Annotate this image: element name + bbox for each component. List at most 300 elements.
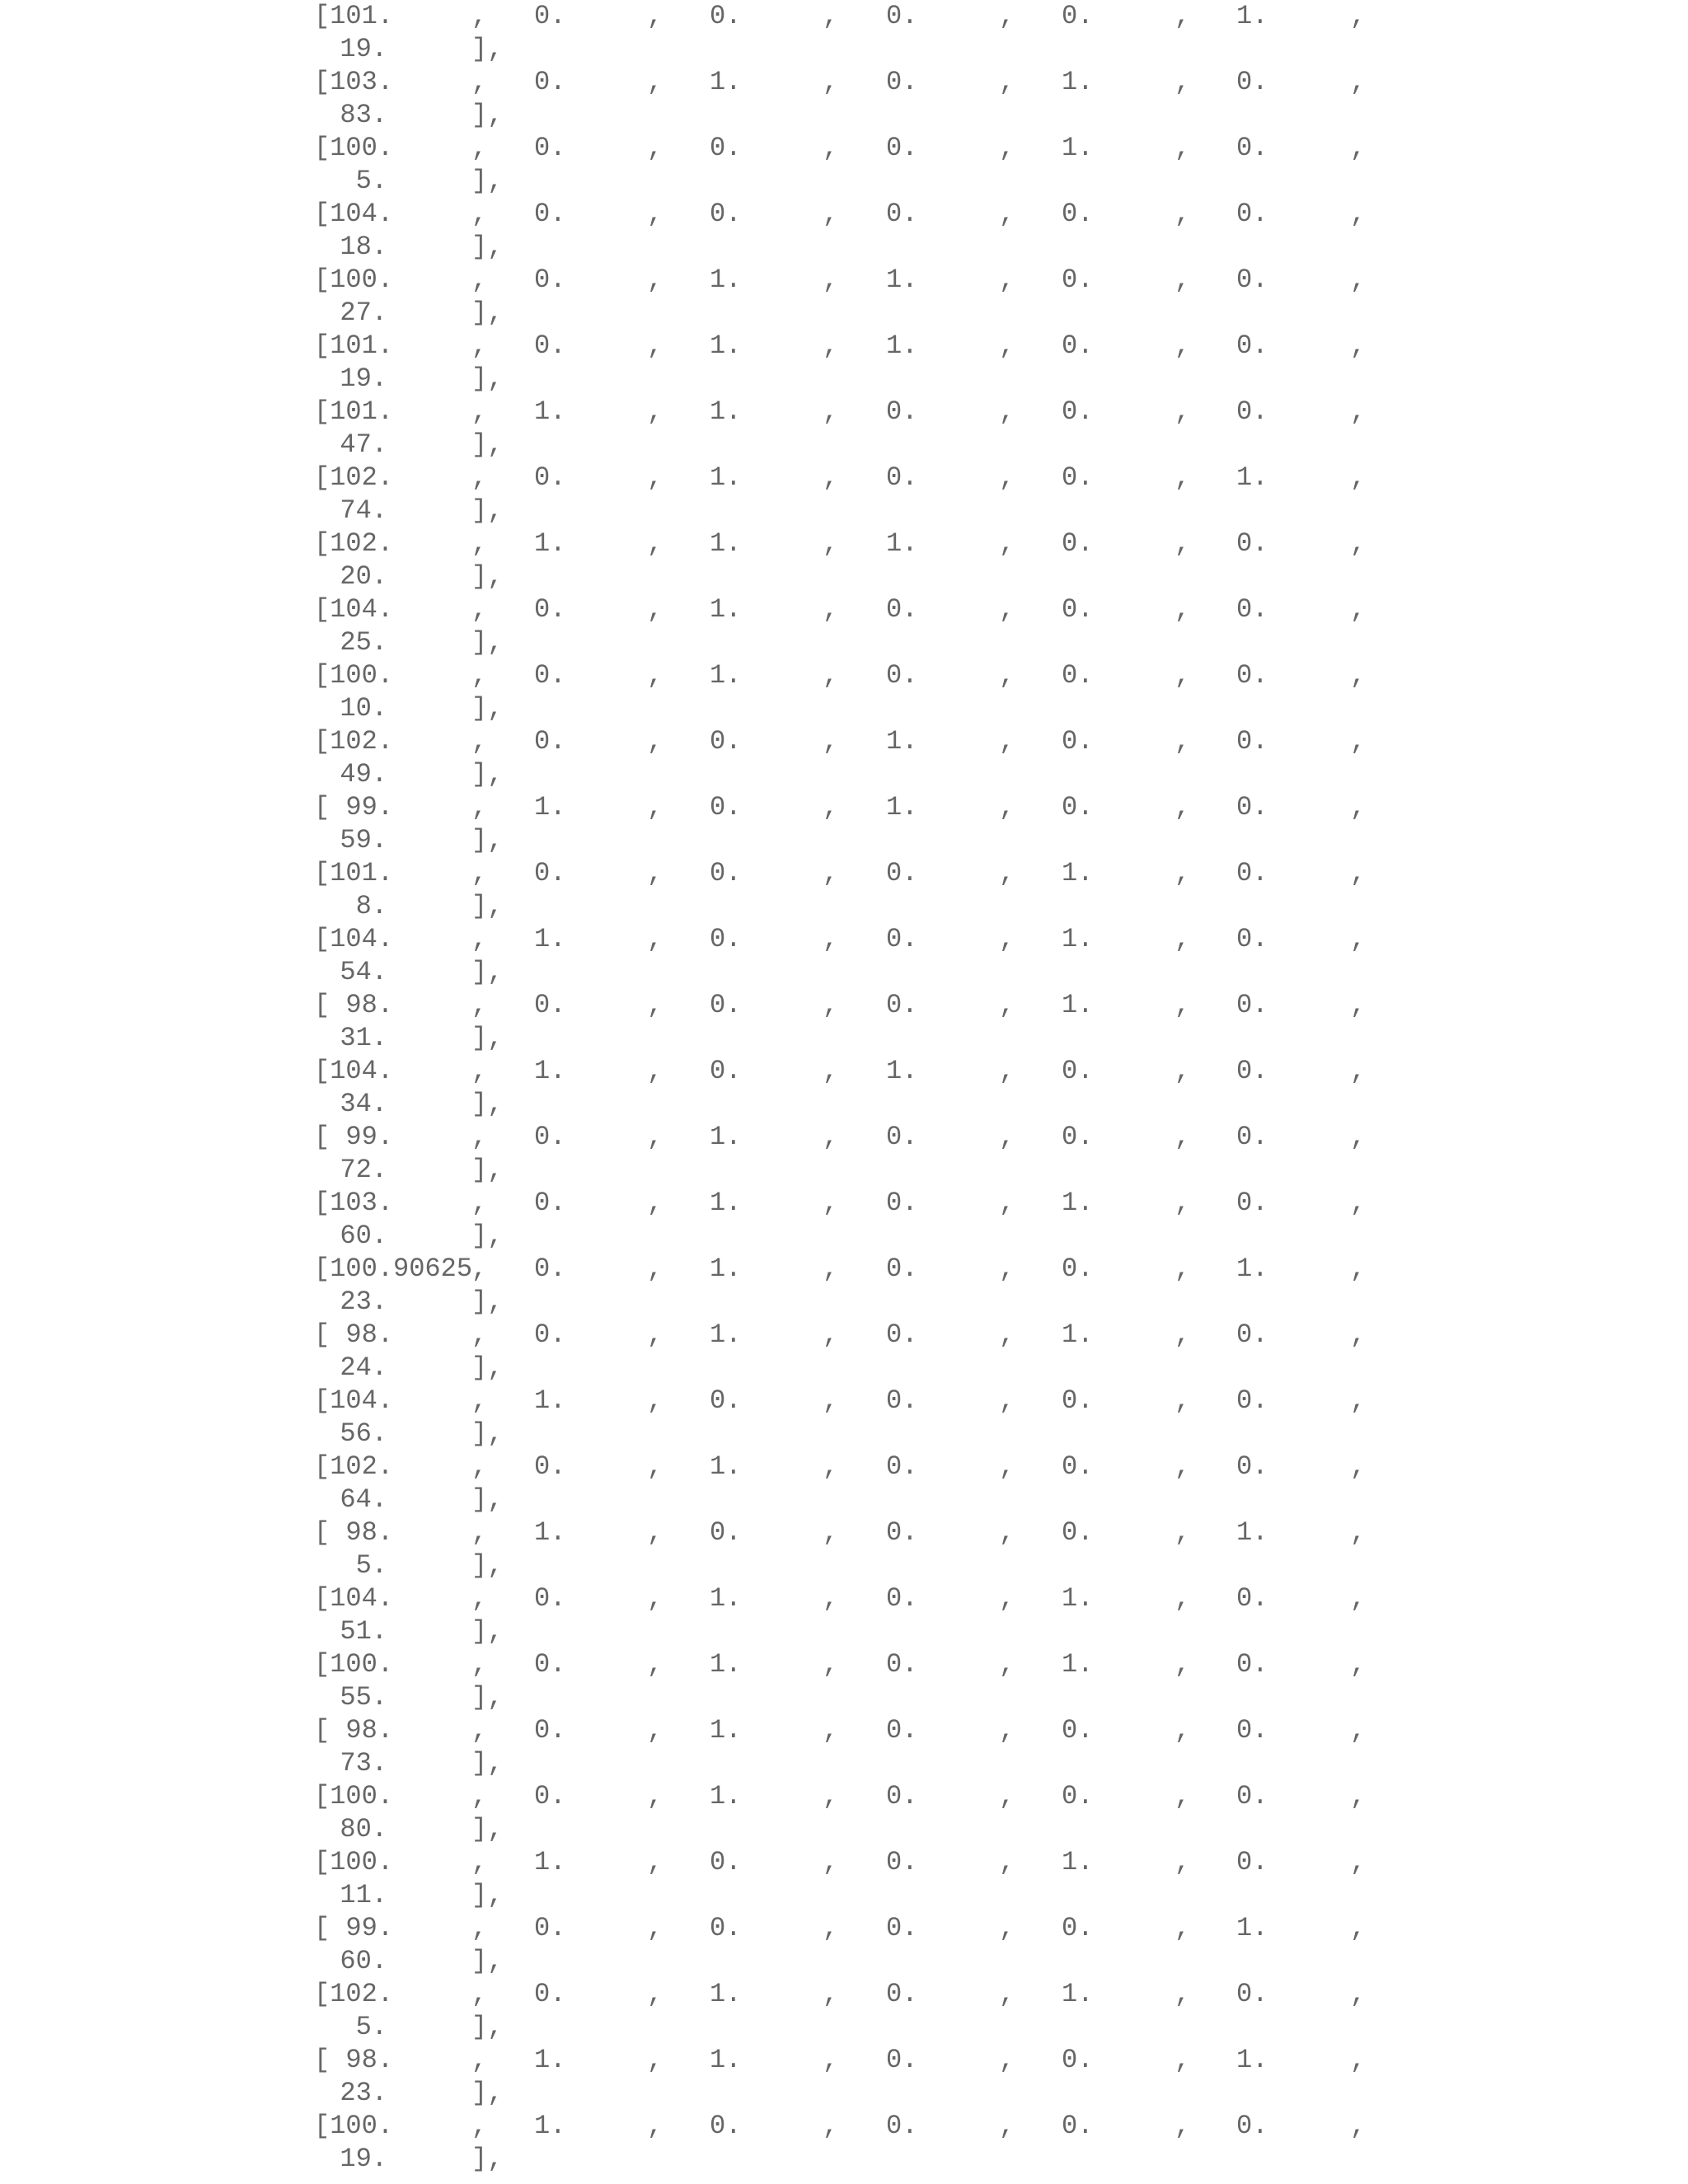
row-value-5: 0.	[1236, 1979, 1268, 2009]
array-row-line-2	[0, 1220, 1688, 1253]
array-row-line-2	[0, 1681, 1688, 1714]
comma-separator: ,	[1175, 2111, 1191, 2141]
row-value-4: 0.	[1062, 1451, 1094, 1482]
comma-separator: ,	[471, 1781, 488, 1811]
row-last-value: 31.	[340, 1023, 387, 1053]
row-value-2: 0.	[710, 1847, 742, 1877]
comma-separator: ,	[1175, 462, 1191, 493]
array-row-line-2	[0, 1747, 1688, 1780]
row-last-value: 51.	[340, 1616, 387, 1647]
comma-separator: ,	[999, 1517, 1015, 1548]
row-value-2: 1.	[710, 1122, 742, 1152]
comma-separator: ,	[999, 462, 1015, 493]
row-value-2: 0.	[710, 1385, 742, 1416]
comma-separator: ,	[823, 858, 839, 888]
array-row-line-1	[0, 1253, 1688, 1286]
array-row-line-2	[0, 1615, 1688, 1648]
row-close-bracket: ],	[471, 1221, 504, 1251]
row-value-5: 0.	[1236, 1056, 1268, 1086]
row-first-value: [ 98.	[314, 1319, 394, 1350]
row-close-bracket: ],	[471, 627, 504, 658]
row-value-2: 0.	[710, 1913, 742, 1943]
row-value-4: 1.	[1062, 133, 1094, 163]
row-first-value: [100.90625	[314, 1254, 473, 1284]
row-value-4: 0.	[1062, 792, 1094, 823]
row-first-value: [ 98.	[314, 1517, 394, 1548]
row-value-2: 1.	[710, 1649, 742, 1680]
comma-separator: ,	[647, 330, 663, 361]
comma-separator: ,	[1350, 792, 1367, 823]
row-value-1: 0.	[534, 265, 566, 295]
array-row-line-1	[0, 593, 1688, 626]
row-value-1: 0.	[534, 1254, 566, 1284]
comma-separator: ,	[1175, 199, 1191, 229]
row-value-3: 0.	[886, 2045, 918, 2075]
comma-separator: ,	[1175, 1517, 1191, 1548]
row-last-value: 83.	[340, 100, 387, 130]
array-row-line-1	[0, 2044, 1688, 2077]
array-row-line-1	[0, 1582, 1688, 1615]
comma-separator: ,	[999, 2111, 1015, 2141]
comma-separator: ,	[1350, 1715, 1367, 1746]
row-value-5: 0.	[1236, 133, 1268, 163]
comma-separator: ,	[647, 858, 663, 888]
row-last-value: 60.	[340, 1221, 387, 1251]
row-last-value: 8.	[355, 891, 387, 921]
row-last-value: 18.	[340, 232, 387, 262]
array-row-line-2	[0, 1154, 1688, 1187]
comma-separator: ,	[999, 2045, 1015, 2075]
array-row	[0, 923, 1688, 989]
comma-separator: ,	[471, 1122, 488, 1152]
row-value-4: 0.	[1062, 1, 1094, 31]
row-last-value: 47.	[340, 429, 387, 460]
row-value-1: 0.	[534, 1781, 566, 1811]
comma-separator: ,	[1350, 1583, 1367, 1614]
array-row-line-1	[0, 1978, 1688, 2011]
comma-separator: ,	[1350, 1781, 1367, 1811]
comma-separator: ,	[471, 1, 488, 31]
comma-separator: ,	[647, 1979, 663, 2009]
array-row	[0, 791, 1688, 857]
comma-separator: ,	[647, 1056, 663, 1086]
row-value-3: 0.	[886, 1583, 918, 1614]
row-value-1: 0.	[534, 858, 566, 888]
row-value-4: 0.	[1062, 660, 1094, 691]
row-value-1: 1.	[534, 2045, 566, 2075]
row-value-5: 1.	[1236, 1, 1268, 31]
comma-separator: ,	[823, 2111, 839, 2141]
comma-separator: ,	[1350, 2045, 1367, 2075]
array-row	[0, 1780, 1688, 1846]
comma-separator: ,	[823, 1979, 839, 2009]
array-row-line-1	[0, 132, 1688, 165]
row-value-5: 0.	[1236, 1649, 1268, 1680]
row-last-value: 10.	[340, 693, 387, 724]
row-first-value: [100.	[314, 265, 394, 295]
comma-separator: ,	[999, 528, 1015, 559]
row-value-1: 0.	[534, 1913, 566, 1943]
comma-separator: ,	[823, 1781, 839, 1811]
row-first-value: [ 98.	[314, 2045, 394, 2075]
row-first-value: [ 98.	[314, 1715, 394, 1746]
comma-separator: ,	[999, 1, 1015, 31]
array-row	[0, 1253, 1688, 1319]
comma-separator: ,	[647, 1649, 663, 1680]
row-value-2: 1.	[710, 462, 742, 493]
row-value-5: 1.	[1236, 1254, 1268, 1284]
comma-separator: ,	[471, 990, 488, 1020]
comma-separator: ,	[471, 462, 488, 493]
row-value-5: 0.	[1236, 1385, 1268, 1416]
row-value-3: 0.	[886, 133, 918, 163]
row-value-4: 0.	[1062, 199, 1094, 229]
row-first-value: [ 99.	[314, 1122, 394, 1152]
array-row	[0, 132, 1688, 198]
row-value-3: 0.	[886, 67, 918, 97]
row-value-3: 0.	[886, 1385, 918, 1416]
comma-separator: ,	[823, 924, 839, 954]
array-row-line-1	[0, 1055, 1688, 1088]
row-value-1: 1.	[534, 1056, 566, 1086]
row-value-2: 1.	[710, 1254, 742, 1284]
comma-separator: ,	[471, 330, 488, 361]
comma-separator: ,	[1175, 1319, 1191, 1350]
array-row-line-1	[0, 1121, 1688, 1154]
row-value-4: 1.	[1062, 1847, 1094, 1877]
comma-separator: ,	[647, 1, 663, 31]
comma-separator: ,	[647, 265, 663, 295]
row-value-5: 0.	[1236, 67, 1268, 97]
row-value-4: 1.	[1062, 1979, 1094, 2009]
comma-separator: ,	[1175, 990, 1191, 1020]
row-value-5: 0.	[1236, 1188, 1268, 1218]
comma-separator: ,	[823, 792, 839, 823]
array-row-line-1	[0, 1648, 1688, 1681]
comma-separator: ,	[1175, 1847, 1191, 1877]
comma-separator: ,	[999, 594, 1015, 625]
comma-separator: ,	[1350, 265, 1367, 295]
comma-separator: ,	[999, 199, 1015, 229]
row-value-3: 0.	[886, 2111, 918, 2141]
comma-separator: ,	[1175, 1122, 1191, 1152]
row-value-1: 1.	[534, 396, 566, 427]
comma-separator: ,	[999, 1056, 1015, 1086]
row-first-value: [104.	[314, 594, 394, 625]
array-row-line-1	[0, 1451, 1688, 1483]
row-value-5: 0.	[1236, 330, 1268, 361]
row-close-bracket: ],	[471, 693, 504, 724]
array-row	[0, 1846, 1688, 1912]
comma-separator: ,	[823, 1319, 839, 1350]
row-value-3: 0.	[886, 924, 918, 954]
row-close-bracket: ],	[471, 232, 504, 262]
row-value-3: 0.	[886, 1319, 918, 1350]
comma-separator: ,	[999, 396, 1015, 427]
row-first-value: [101.	[314, 330, 394, 361]
row-value-1: 0.	[534, 133, 566, 163]
row-close-bracket: ],	[471, 429, 504, 460]
comma-separator: ,	[471, 1319, 488, 1350]
array-row-line-1	[0, 264, 1688, 297]
comma-separator: ,	[471, 1649, 488, 1680]
comma-separator: ,	[999, 990, 1015, 1020]
array-row-line-1	[0, 1385, 1688, 1418]
array-row-line-1	[0, 1187, 1688, 1220]
array-row	[0, 989, 1688, 1055]
row-first-value: [ 99.	[314, 792, 394, 823]
comma-separator: ,	[471, 199, 488, 229]
row-value-1: 0.	[534, 199, 566, 229]
row-value-4: 0.	[1062, 528, 1094, 559]
comma-separator: ,	[647, 1517, 663, 1548]
comma-separator: ,	[471, 1913, 488, 1943]
row-value-1: 1.	[534, 1847, 566, 1877]
row-close-bracket: ],	[471, 1748, 504, 1779]
row-value-4: 0.	[1062, 1715, 1094, 1746]
row-last-value: 80.	[340, 1814, 387, 1844]
array-row-line-1	[0, 527, 1688, 560]
array-row-line-1	[0, 1319, 1688, 1352]
row-value-2: 0.	[710, 990, 742, 1020]
comma-separator: ,	[647, 1188, 663, 1218]
row-value-2: 1.	[710, 67, 742, 97]
row-close-bracket: ],	[471, 1418, 504, 1449]
row-close-bracket: ],	[471, 298, 504, 328]
row-value-2: 0.	[710, 1517, 742, 1548]
array-row-line-1	[0, 1912, 1688, 1945]
row-last-value: 49.	[340, 759, 387, 790]
comma-separator: ,	[999, 1649, 1015, 1680]
comma-separator: ,	[1350, 858, 1367, 888]
array-row	[0, 1714, 1688, 1780]
row-value-4: 1.	[1062, 858, 1094, 888]
array-row-line-2	[0, 297, 1688, 330]
row-value-5: 0.	[1236, 660, 1268, 691]
row-last-value: 24.	[340, 1352, 387, 1383]
row-first-value: [104.	[314, 1385, 394, 1416]
row-value-2: 1.	[710, 660, 742, 691]
row-value-5: 0.	[1236, 990, 1268, 1020]
array-row	[0, 1055, 1688, 1121]
row-last-value: 56.	[340, 1418, 387, 1449]
array-row-line-1	[0, 462, 1688, 494]
row-first-value: [100.	[314, 1847, 394, 1877]
comma-separator: ,	[1350, 1319, 1367, 1350]
comma-separator: ,	[1350, 924, 1367, 954]
row-close-bracket: ],	[471, 1155, 504, 1185]
row-value-3: 0.	[886, 1715, 918, 1746]
comma-separator: ,	[823, 330, 839, 361]
comma-separator: ,	[823, 1517, 839, 1548]
comma-separator: ,	[823, 990, 839, 1020]
comma-separator: ,	[1175, 660, 1191, 691]
row-close-bracket: ],	[471, 1946, 504, 1976]
array-row	[0, 1121, 1688, 1187]
row-value-3: 1.	[886, 1056, 918, 1086]
row-value-3: 0.	[886, 1122, 918, 1152]
row-value-3: 0.	[886, 1254, 918, 1284]
comma-separator: ,	[647, 1122, 663, 1152]
comma-separator: ,	[1350, 2111, 1367, 2141]
comma-separator: ,	[823, 1451, 839, 1482]
comma-separator: ,	[1350, 594, 1367, 625]
row-first-value: [102.	[314, 528, 394, 559]
comma-separator: ,	[823, 462, 839, 493]
comma-separator: ,	[1350, 1254, 1367, 1284]
array-row	[0, 2044, 1688, 2110]
array-row-line-1	[0, 2110, 1688, 2143]
row-first-value: [103.	[314, 67, 394, 97]
array-row-line-2	[0, 626, 1688, 659]
array-row	[0, 66, 1688, 132]
row-close-bracket: ],	[471, 957, 504, 987]
row-first-value: [104.	[314, 924, 394, 954]
row-value-5: 0.	[1236, 594, 1268, 625]
row-value-4: 0.	[1062, 726, 1094, 757]
comma-separator: ,	[1350, 133, 1367, 163]
row-value-1: 0.	[534, 1979, 566, 2009]
array-row-line-1	[0, 1846, 1688, 1879]
comma-separator: ,	[823, 528, 839, 559]
row-close-bracket: ],	[471, 2078, 504, 2108]
row-value-5: 0.	[1236, 265, 1268, 295]
row-value-5: 1.	[1236, 2045, 1268, 2075]
array-row-line-1	[0, 725, 1688, 758]
row-value-5: 0.	[1236, 396, 1268, 427]
array-row	[0, 396, 1688, 462]
array-row-line-1	[0, 0, 1688, 33]
row-value-2: 1.	[710, 1715, 742, 1746]
row-last-value: 55.	[340, 1682, 387, 1713]
row-value-1: 1.	[534, 2111, 566, 2141]
comma-separator: ,	[471, 792, 488, 823]
array-row-line-1	[0, 1516, 1688, 1549]
row-first-value: [104.	[314, 199, 394, 229]
row-last-value: 19.	[340, 363, 387, 394]
row-value-4: 0.	[1062, 2111, 1094, 2141]
row-last-value: 74.	[340, 495, 387, 526]
row-value-3: 0.	[886, 1847, 918, 1877]
comma-separator: ,	[999, 1979, 1015, 2009]
array-row-line-1	[0, 989, 1688, 1022]
row-close-bracket: ],	[471, 759, 504, 790]
row-value-3: 1.	[886, 726, 918, 757]
array-row	[0, 1187, 1688, 1253]
comma-separator: ,	[999, 1847, 1015, 1877]
comma-separator: ,	[823, 1, 839, 31]
comma-separator: ,	[1350, 1517, 1367, 1548]
array-row-line-2	[0, 1088, 1688, 1121]
row-value-2: 0.	[710, 924, 742, 954]
comma-separator: ,	[1350, 1, 1367, 31]
array-row-line-2	[0, 956, 1688, 989]
row-close-bracket: ],	[471, 2012, 504, 2042]
array-row-line-2	[0, 1418, 1688, 1451]
comma-separator: ,	[471, 1056, 488, 1086]
row-value-5: 0.	[1236, 1451, 1268, 1482]
comma-separator: ,	[1350, 330, 1367, 361]
array-row	[0, 264, 1688, 330]
comma-separator: ,	[647, 1781, 663, 1811]
row-close-bracket: ],	[471, 100, 504, 130]
array-row	[0, 0, 1688, 66]
comma-separator: ,	[1175, 1056, 1191, 1086]
row-last-value: 11.	[340, 1880, 387, 1910]
row-value-4: 1.	[1062, 1583, 1094, 1614]
row-last-value: 34.	[340, 1089, 387, 1119]
row-value-5: 1.	[1236, 1913, 1268, 1943]
row-value-3: 0.	[886, 660, 918, 691]
comma-separator: ,	[1175, 924, 1191, 954]
row-last-value: 60.	[340, 1946, 387, 1976]
row-value-4: 0.	[1062, 1385, 1094, 1416]
row-value-5: 0.	[1236, 924, 1268, 954]
row-value-1: 0.	[534, 726, 566, 757]
row-first-value: [103.	[314, 1188, 394, 1218]
array-row-line-1	[0, 198, 1688, 231]
comma-separator: ,	[471, 726, 488, 757]
row-last-value: 59.	[340, 825, 387, 855]
row-value-5: 0.	[1236, 199, 1268, 229]
row-value-3: 0.	[886, 1, 918, 31]
row-value-2: 1.	[710, 1781, 742, 1811]
comma-separator: ,	[471, 660, 488, 691]
comma-separator: ,	[1175, 726, 1191, 757]
comma-separator: ,	[471, 1583, 488, 1614]
row-value-1: 0.	[534, 330, 566, 361]
row-last-value: 73.	[340, 1748, 387, 1779]
row-value-4: 0.	[1062, 1913, 1094, 1943]
comma-separator: ,	[647, 462, 663, 493]
row-value-3: 0.	[886, 199, 918, 229]
comma-separator: ,	[999, 924, 1015, 954]
array-row-line-2	[0, 363, 1688, 396]
comma-separator: ,	[471, 924, 488, 954]
row-value-4: 0.	[1062, 265, 1094, 295]
comma-separator: ,	[1350, 1913, 1367, 1943]
row-value-3: 0.	[886, 1451, 918, 1482]
array-row-line-2	[0, 824, 1688, 857]
row-value-5: 0.	[1236, 1319, 1268, 1350]
row-first-value: [102.	[314, 462, 394, 493]
array-row	[0, 198, 1688, 264]
row-first-value: [ 98.	[314, 990, 394, 1020]
comma-separator: ,	[471, 528, 488, 559]
comma-separator: ,	[823, 1188, 839, 1218]
comma-separator: ,	[999, 330, 1015, 361]
array-row-line-1	[0, 1714, 1688, 1747]
row-value-5: 0.	[1236, 792, 1268, 823]
row-value-2: 1.	[710, 2045, 742, 2075]
row-value-2: 1.	[710, 396, 742, 427]
comma-separator: ,	[1350, 990, 1367, 1020]
row-first-value: [104.	[314, 1583, 394, 1614]
row-value-2: 0.	[710, 2111, 742, 2141]
row-value-3: 0.	[886, 1649, 918, 1680]
array-row-line-1	[0, 659, 1688, 692]
comma-separator: ,	[471, 265, 488, 295]
comma-separator: ,	[823, 1583, 839, 1614]
row-value-1: 1.	[534, 792, 566, 823]
array-row-line-1	[0, 923, 1688, 956]
row-value-3: 0.	[886, 1979, 918, 2009]
comma-separator: ,	[1175, 1254, 1191, 1284]
array-row-line-2	[0, 1352, 1688, 1385]
row-value-4: 0.	[1062, 2045, 1094, 2075]
row-first-value: [102.	[314, 726, 394, 757]
array-row	[0, 527, 1688, 593]
